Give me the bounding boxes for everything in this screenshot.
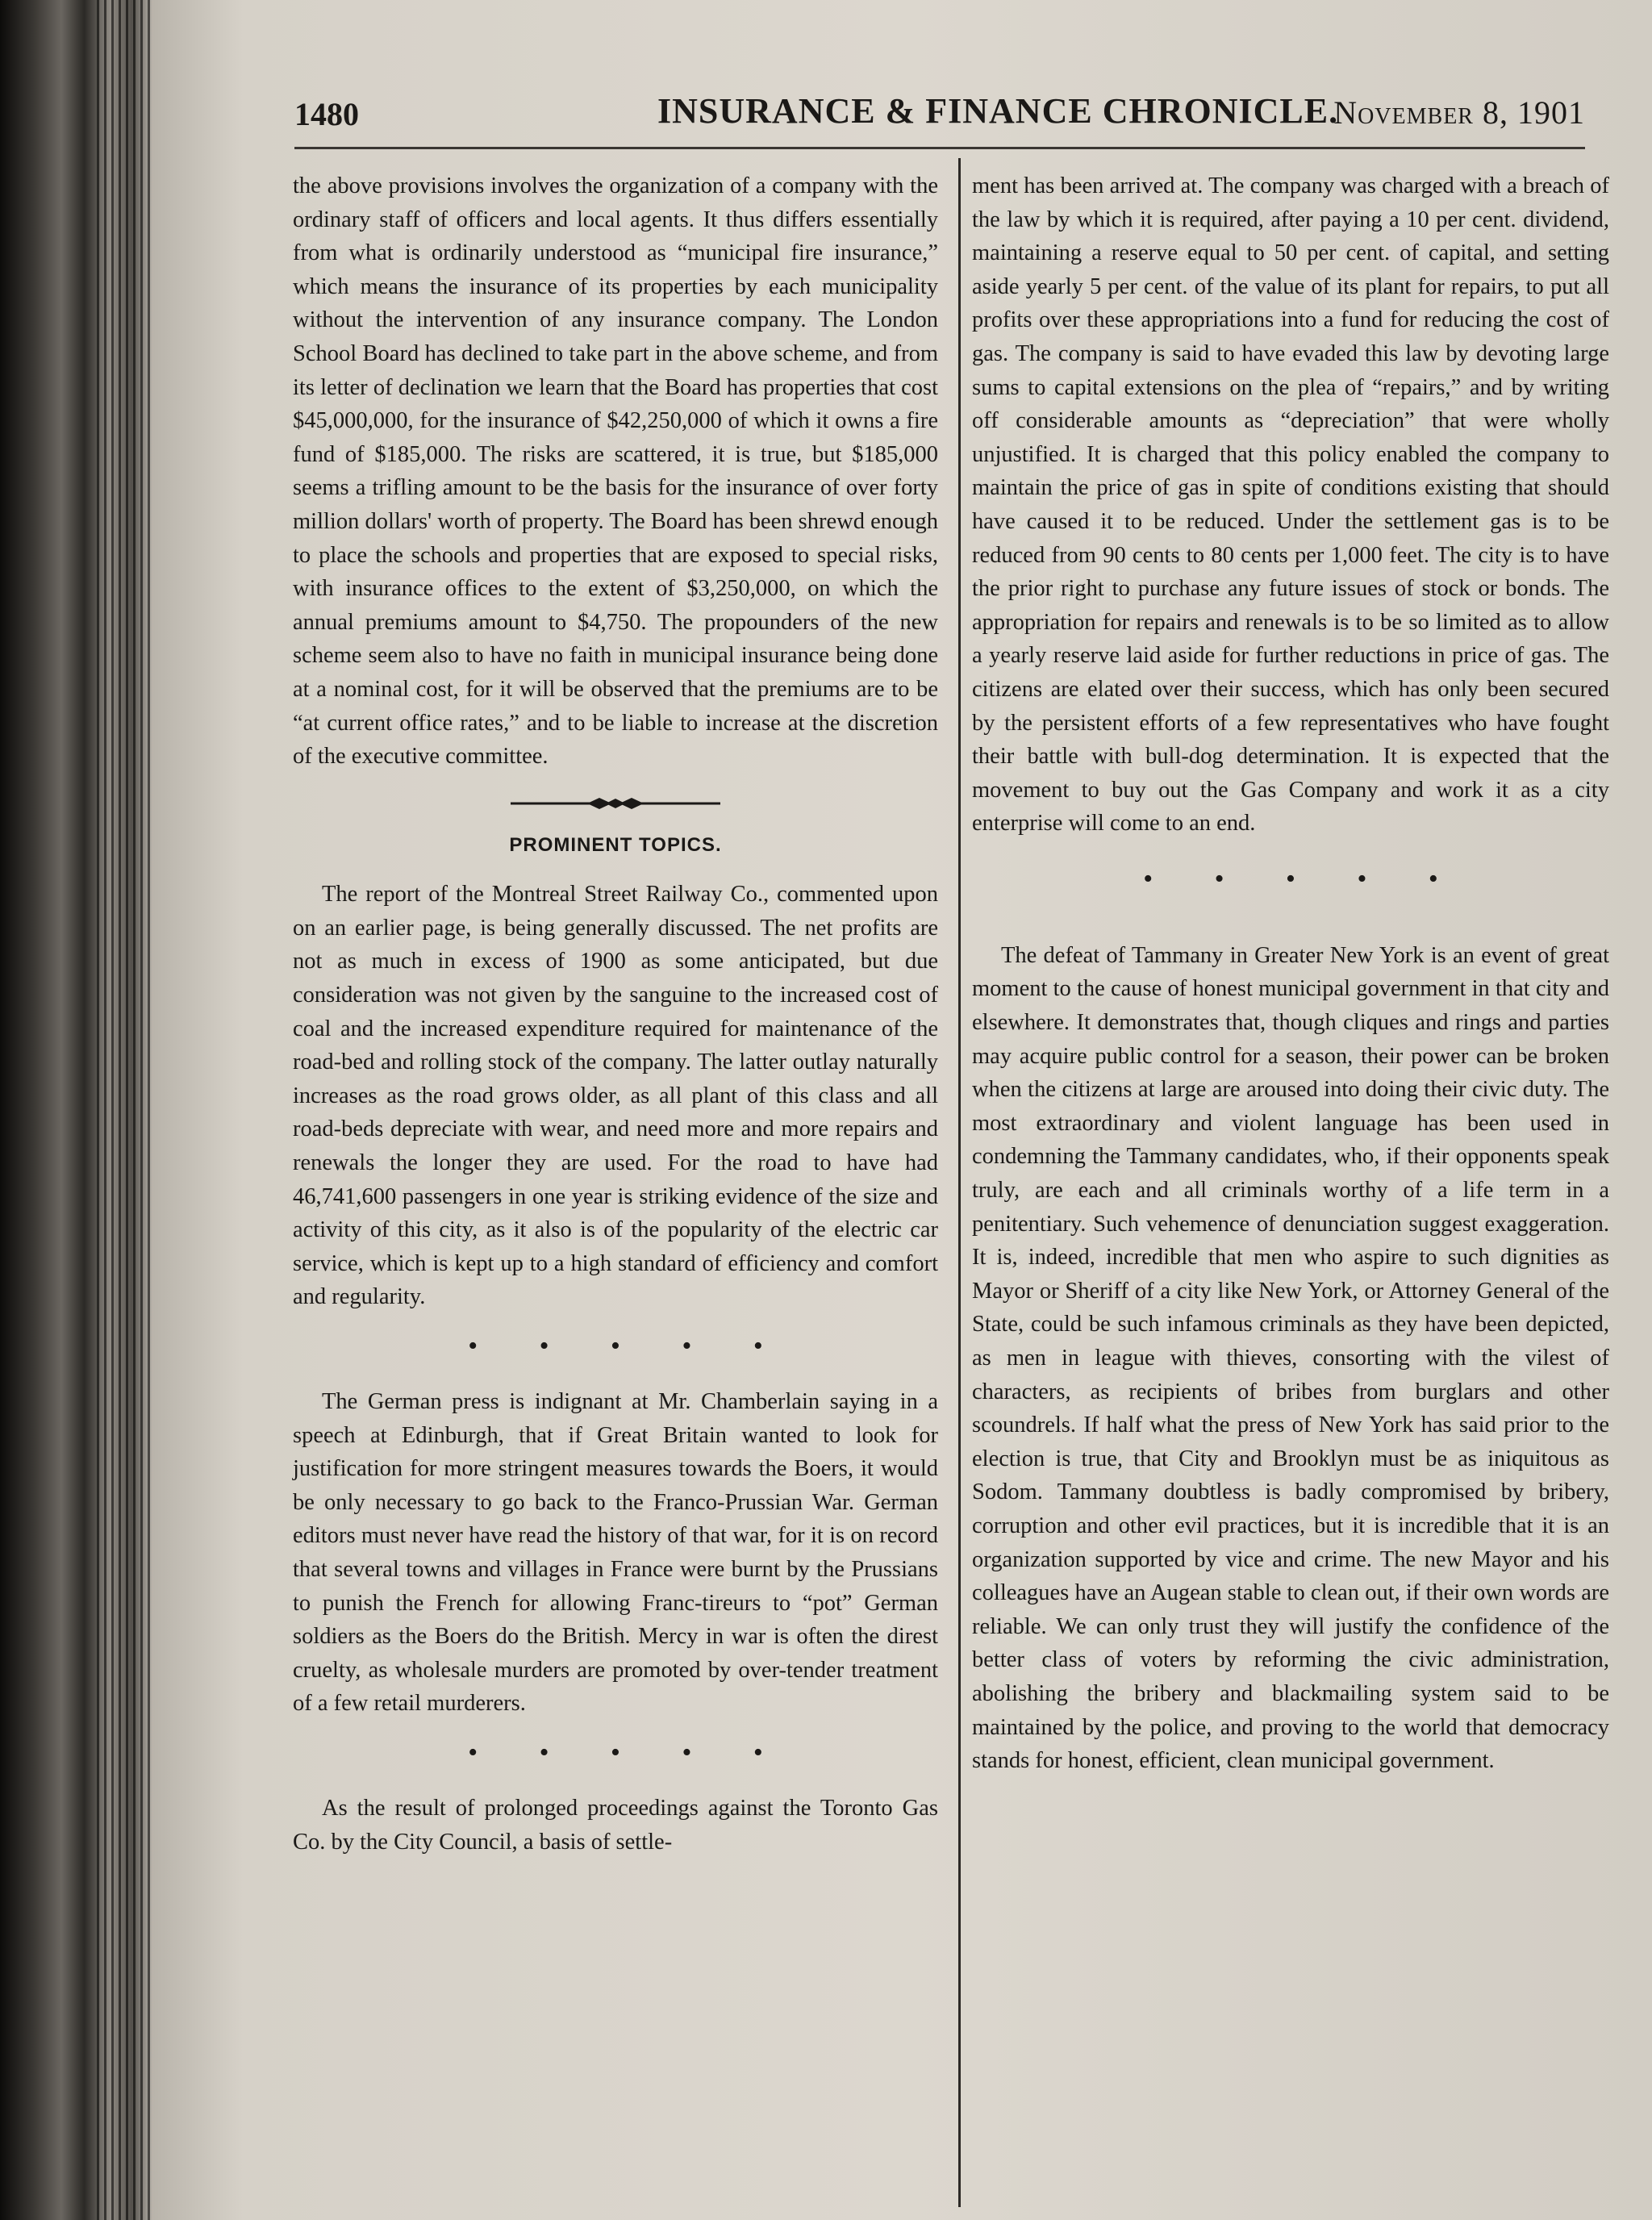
article-tammany-defeat: The defeat of Tammany in Greater New York is an event of great moment to the cause of honest municipal government in that city and elsewhere. It demonstrates that, though cliques and rings and parties may acquire public control for a season, their power can be broken when the citizens at large are aroused into doing their civic duty. The most extraordinary and violent language has been used in condemning the Tammany candidates, who, if their opponents speak truly, are each and all criminals worthy of a life term in a penitentiary. Such vehemence of denunciation suggest exaggeration. It is, indeed, incredible that men who aspire to such dignities as Mayor or Sheriff of a city like New York, or Attorney General of the State, could be such infamous criminals as they have been depicted, as men in league with thieves, consorting with the vilest of characters, as recipients of bribes from burglars and other scoundrels. If half what the press of New York has said prior to the election is true, that City and Brooklyn must be as iniquitous as Sodom. Tammany doubtless is badly compromised by bribery, corruption and other evil practices, but it is incredible that it is an organization supported by vice and crime. The new Mayor and his colleagues have an Augean stable to clean out, if their own words are reliable. We can only trust they will justify the confidence of the better class of voters by reforming the civic administration, abolishing the bribery and blackmailing system said to be maintained by the police, and proving to the world that democracy stands for honest, efficient, clean municipal government. (972, 942, 1609, 1774)
running-header (294, 90, 1585, 139)
header-rule (294, 147, 1585, 149)
left-column (293, 169, 938, 1859)
dot-separator: • • • • • (468, 1737, 791, 1767)
issue-date: November 8, 1901 (1333, 94, 1585, 131)
article-montreal-railway: The report of the Montreal Street Railway Co., commented upon on an earlier page, is being generally discussed. The net profits are not as much in excess of 1900 as some anticipated, but due consideration was not given by the sanguine to the increased cost of coal and the increased expenditure required for maintenance of the road-bed and rolling stock of the company. The latter outlay naturally increases as the road grows older, as all plant of this class and all road-beds depreciate with wear, and need more and more repairs and renewals the longer they are used. For the road to have had 46,741,600 passengers in one year is striking evidence of the size and activity of this city, as it also is of the popularity of the electric car service, which is kept up to a high standard of efficiency and comfort and regularity. (293, 882, 938, 1310)
page-edges (97, 0, 153, 2220)
article-toronto-gas-continued: ment has been arrived at. The company was charged with a breach of the law by which it is required, after paying a 10 per cent. dividend, maintaining a reserve equal to 50 per cent. of capital, and setting aside yearly 5 per cent. of the value of its plant for repairs, to put all profits over these appropriations into a fund for reducing the cost of gas. The company is said to have evaded this law by devoting large sums to capital extensions on the plea of “repairs,” and by writing off considerable amounts as “depreciation” that were wholly unjustified. It is charged that this policy enabled the company to maintain the price of gas in spite of conditions existing that should have caused it to be reduced. Under the settlement gas is to be reduced from 90 cents to 80 cents per 1,000 feet. The city is to have the prior right to purchase any future issues of stock or bonds. The appropriation for repairs and renewals is to be so limited as to allow a yearly reserve laid aside for further reductions in price of gas. The citizens are elated over their success, which has only been secured by the persistent efforts of a few representatives who have fought their battle with bull-dog determination. It is expected that the movement to buy out the Gas Company and work it as a city enterprise will come to an end. (972, 173, 1609, 837)
publication-title: INSURANCE & FINANCE CHRONICLE. (657, 91, 1339, 131)
article-continuation-insurance: the above provisions involves the organization of a company with the ordinary staff of officers and local agents. It thus differs essentially from what is ordinarily understood as “municipal fire insurance,” which means the insurance of its properties by each municipality without the intervention of any insurance company. The London School Board has declined to take part in the above scheme, and from its letter of declination we learn that the Board has properties that cost $45,000,000, for the insurance of $42,250,000 of which it owns a fire fund of $185,000. The risks are scattered, it is true, but $185,000 seems a trifling amount to be the basis for the insurance of over forty million dollars' worth of property. The Board has been shrewd enough to place the schools and properties that are exposed to special risks, with insurance offices to the extent of $3,250,000, on which the annual premiums amount to $4,750. The propounders of the new scheme seem also to have no faith in municipal insurance being done at a nominal cost, for it will be observed that the premiums are to be “at current office rates,” and to be liable to increase at the discretion of the executive committee. (293, 173, 938, 770)
article-german-press: The German press is indignant at Mr. Chamberlain saying in a speech at Edinburgh, that if Great Britain wanted to look for justification for more stringent measures towards the Boers, it would be only necessary to go back to the Franco-Prussian War. German editors must never have read the history of that war, for it is on record that several towns and villages in France were burnt by the Prussians to punish the French for allowing Franc-tireurs to “pot” German soldiers as the Boers do the British. Mercy in war is often the direst cruelty, as wholesale murders are promoted by over-tender treatment of a few retail murderers. (293, 1389, 938, 1717)
section-heading: PROMINENT TOPICS. (509, 833, 722, 856)
article-toronto-gas-start: As the result of prolonged proceedings against the Toronto Gas Co. by the City Council, a basis of settle- (293, 1795, 938, 1855)
dot-separator: • • • • • (468, 1331, 791, 1361)
page-number: 1480 (294, 96, 359, 132)
right-column (972, 169, 1609, 1778)
section-ornament (511, 795, 720, 812)
column-divider (958, 158, 961, 2207)
dot-separator: • • • • • (1143, 863, 1466, 894)
